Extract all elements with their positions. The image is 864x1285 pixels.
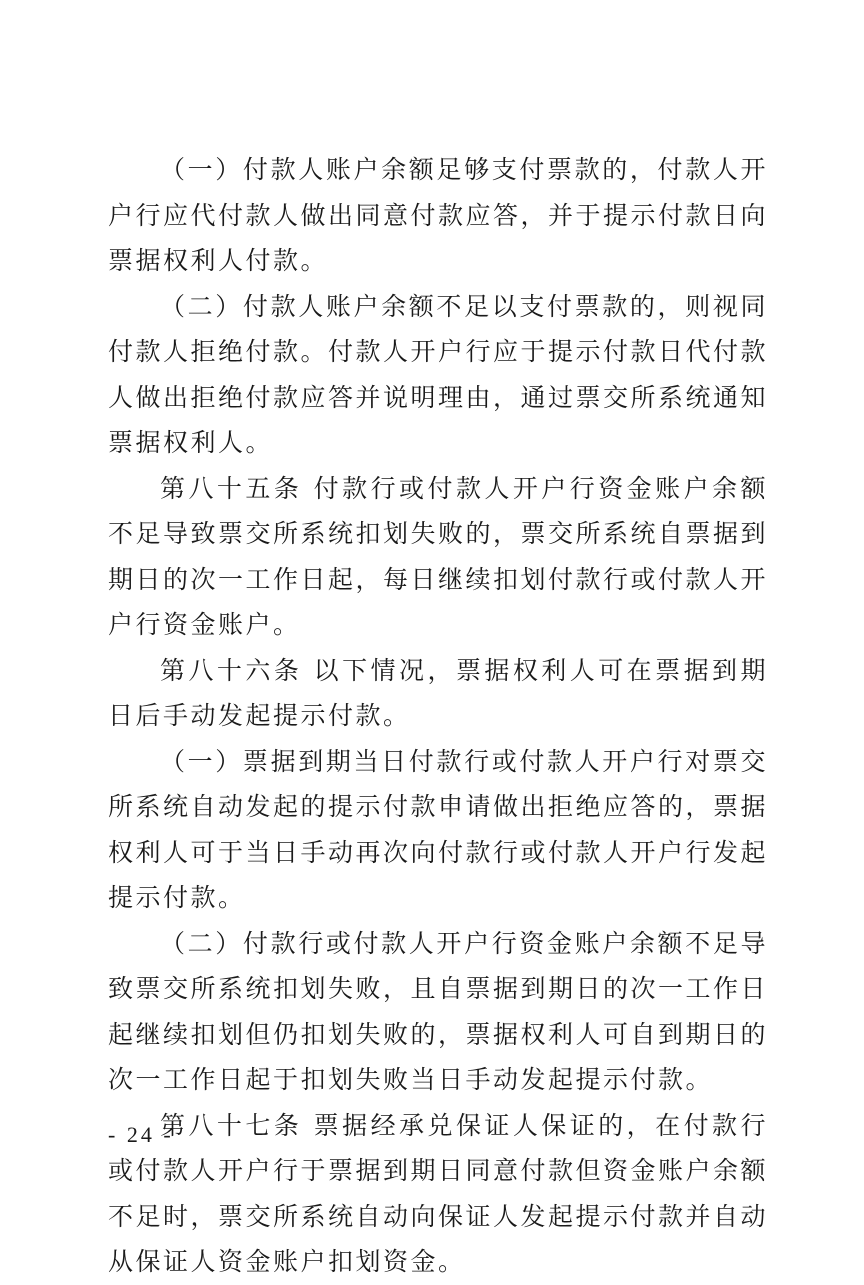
paragraph-1: （一）付款人账户余额足够支付票款的，付款人开户行应代付款人做出同意付款应答，并于提示付款日向票据权利人付款。 [108,155,769,275]
article-86-item-2: （二）付款行或付款人开户行资金账户余额不足导致票交所系统扣划失败，且自票据到期日的次一工作日起继续扣划但仍扣划失败的，票据权利人可自到期日的次一工作日起于扣划失败当日手动发起提示付款。 [108,928,769,1094]
page-number: - 24 - [108,1122,174,1147]
article-87: 第八十七条 票据经承兑保证人保证的，在付款行或付款人开户行于票据到期日同意付款但资金账户余额不足时，票交所系统自动向保证人发起提示付款并自动从保证人资金账户扣划资金。 [108,1110,769,1276]
article-85: 第八十五条 付款行或付款人开户行资金账户余额不足导致票交所系统扣划失败的，票交所系统自票据到期日的次一工作日起，每日继续扣划付款行或付款人开户行资金账户。 [108,473,769,639]
article-86: 第八十六条 以下情况，票据权利人可在票据到期日后手动发起提示付款。 [108,655,768,730]
article-86-item-1: （一）票据到期当日付款行或付款人开户行对票交所系统自动发起的提示付款申请做出拒绝应答的，票据权利人可于当日手动再次向付款行或付款人开户行发起提示付款。 [108,746,769,912]
document-body [108,147,768,1285]
paragraph-2: （二）付款人账户余额不足以支付票款的，则视同付款人拒绝付款。付款人开户行应于提示付款日代付款人做出拒绝付款应答并说明理由，通过票交所系统通知票据权利人。 [108,291,769,457]
